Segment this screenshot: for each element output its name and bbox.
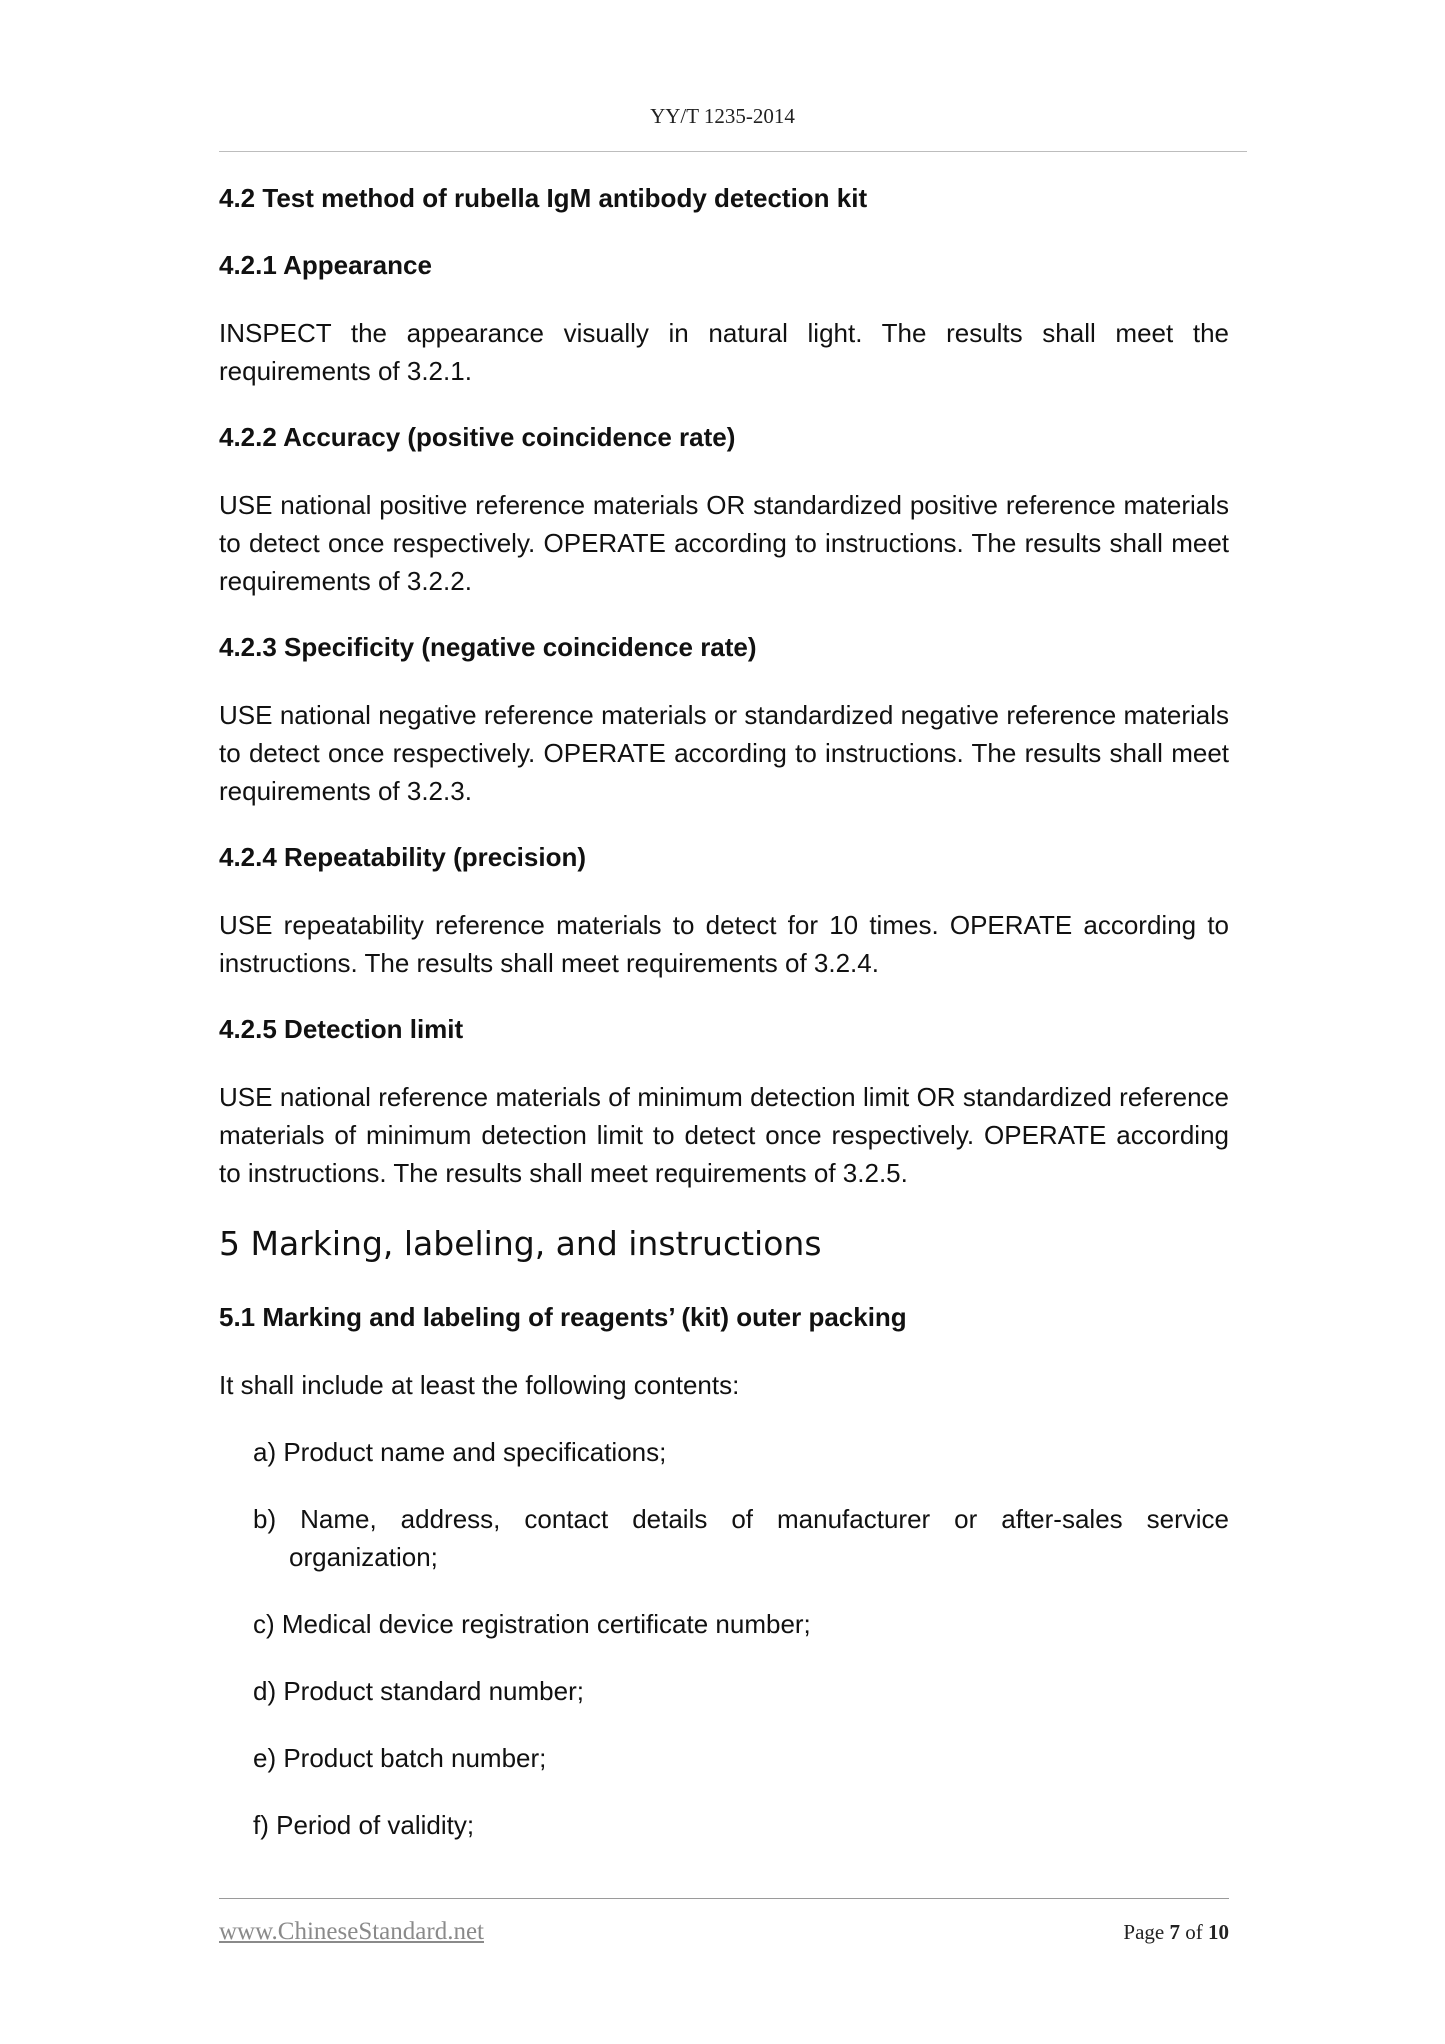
paragraph-detection-limit: USE national reference materials of minimum detection limit OR standardized reference materials of minimum detection limit to detect once respectively. OPERATE according to instructions. The results shall meet requirements of 3.2.5. bbox=[219, 1082, 1229, 1188]
list-item: d) Product standard number; bbox=[253, 1676, 584, 1706]
page-of: of bbox=[1180, 1920, 1208, 1944]
list-item: c) Medical device registration certificate number; bbox=[253, 1609, 811, 1639]
paragraph-repeatability: USE repeatability reference materials to detect for 10 times. OPERATE according to instructions. The results shall meet requirements of 3.2.4. bbox=[219, 910, 1229, 978]
list-item: e) Product batch number; bbox=[253, 1743, 547, 1773]
paragraph-accuracy: USE national positive reference materials OR standardized positive reference materials to detect once respectively. OPERATE according to instructions. The results shall meet requirements of 3.2.2. bbox=[219, 490, 1229, 596]
paragraph-specificity: USE national negative reference materials or standardized negative reference materials to detect once respectively. OPERATE according to instructions. The results shall meet requirements of 3.2.3. bbox=[219, 700, 1229, 806]
list-item: a) Product name and specifications; bbox=[253, 1437, 667, 1467]
heading-5: 5 Marking, labeling, and instructions bbox=[219, 1224, 822, 1263]
heading-4-2: 4.2 Test method of rubella IgM antibody detection kit bbox=[219, 183, 868, 213]
paragraph-contents-intro: It shall include at least the following contents: bbox=[219, 1370, 740, 1400]
paragraph-appearance: INSPECT the appearance visually in natural light. The results shall meet the requirements of 3.2.1. bbox=[219, 318, 1229, 386]
footer-rule bbox=[219, 1898, 1229, 1899]
page-number bbox=[1123, 1920, 1229, 1945]
page-footer bbox=[219, 1918, 1229, 1954]
contents-list bbox=[219, 1433, 1229, 1844]
heading-5-1: 5.1 Marking and labeling of reagents’ (kit) outer packing bbox=[219, 1302, 907, 1332]
heading-4-2-2: 4.2.2 Accuracy (positive coincidence rate) bbox=[219, 422, 736, 452]
page-current: 7 bbox=[1169, 1920, 1180, 1944]
heading-4-2-4: 4.2.4 Repeatability (precision) bbox=[219, 842, 587, 872]
page-total: 10 bbox=[1208, 1920, 1229, 1944]
list-item: f) Period of validity; bbox=[253, 1810, 475, 1840]
website-link[interactable]: www.ChineseStandard.net bbox=[219, 1918, 484, 1945]
heading-4-2-1: 4.2.1 Appearance bbox=[219, 250, 432, 280]
page-content bbox=[219, 180, 1229, 1873]
heading-4-2-3: 4.2.3 Specificity (negative coincidence rate) bbox=[219, 632, 757, 662]
heading-4-2-5: 4.2.5 Detection limit bbox=[219, 1014, 464, 1044]
header-rule bbox=[219, 151, 1247, 152]
list-item: b) Name, address, contact details of manufacturer or after-sales service organization; bbox=[253, 1504, 1229, 1572]
standard-code-header: YY/T 1235-2014 bbox=[650, 104, 795, 128]
page-prefix: Page bbox=[1123, 1920, 1170, 1944]
